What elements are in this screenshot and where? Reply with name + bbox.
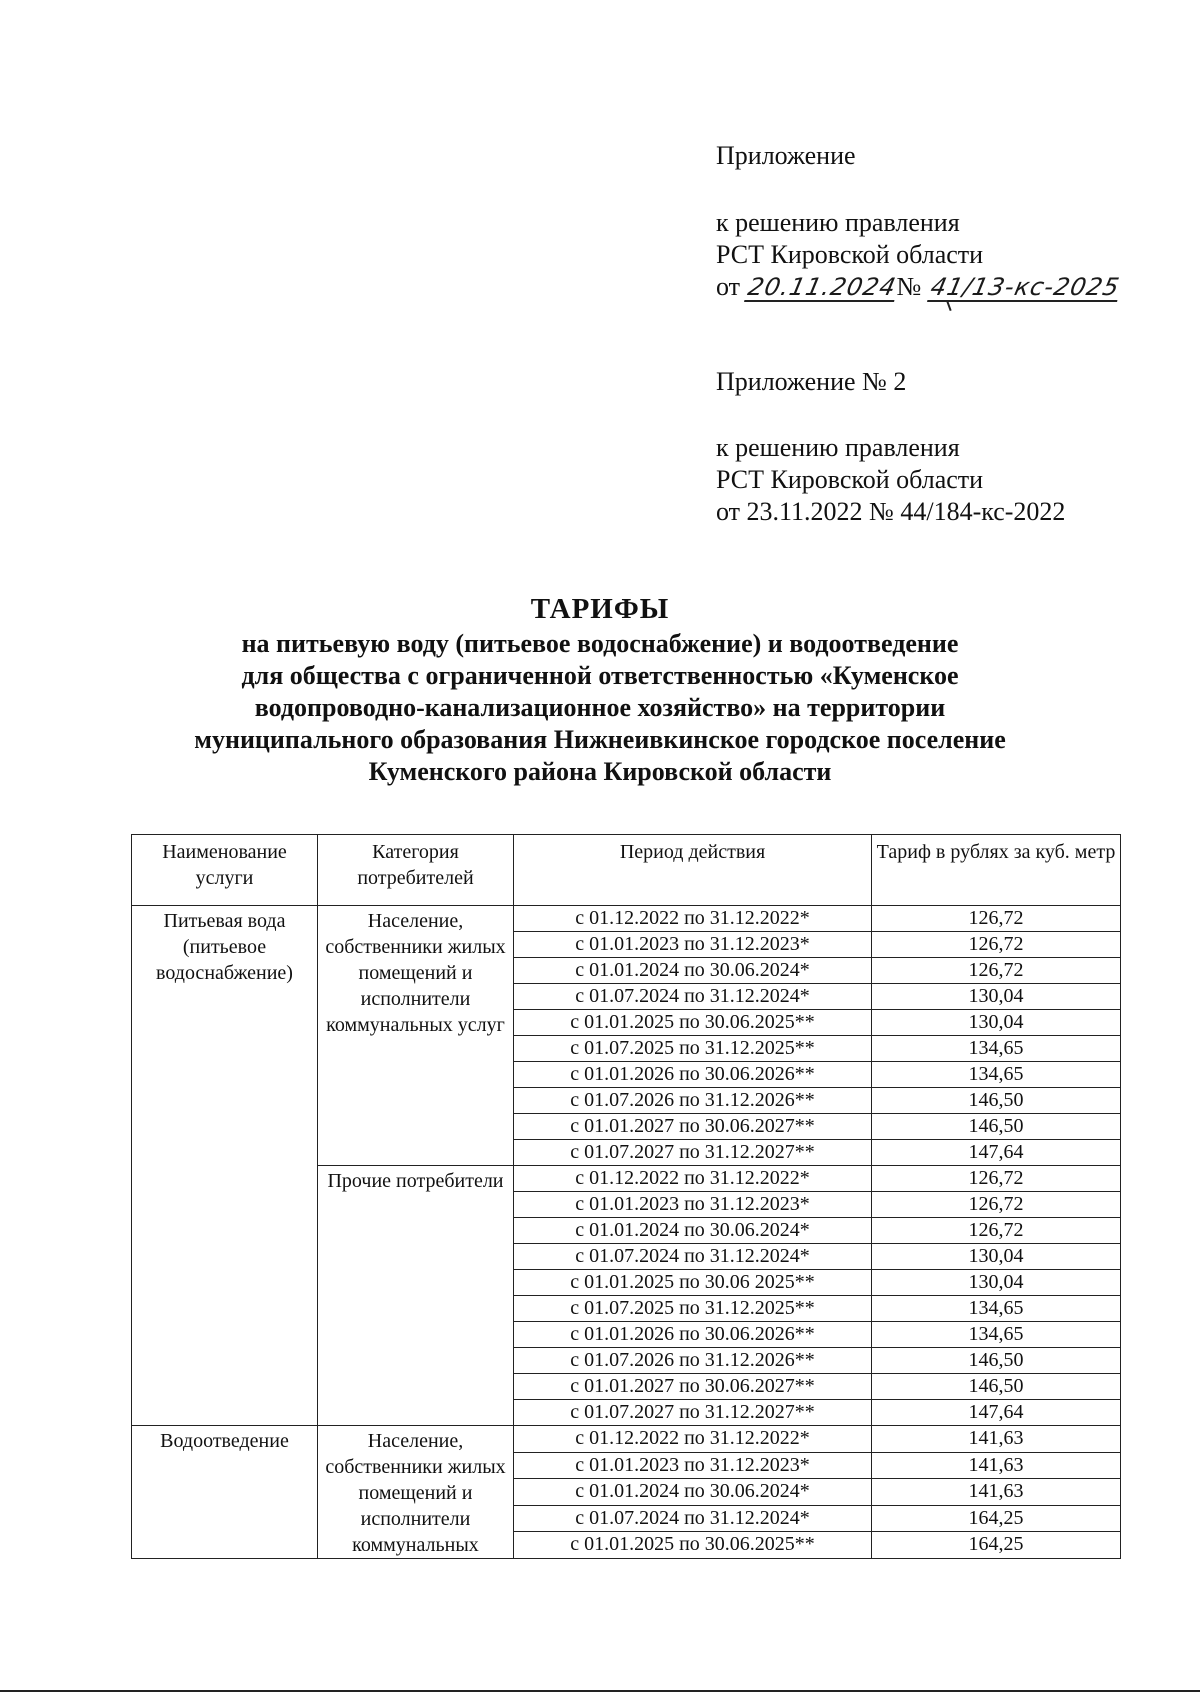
appendix-line-1: к решению правления <box>716 208 960 237</box>
header-service: Наименование услуги <box>132 835 318 906</box>
appendix2-line-2: РСТ Кировской области <box>716 465 984 494</box>
number-sign: № <box>896 272 922 301</box>
header-category: Категория потребителей <box>318 835 514 906</box>
tariff-cell: 134,65 <box>872 1322 1121 1348</box>
tariff-cell: 147,64 <box>872 1400 1121 1426</box>
appendix2-title: Приложение № 2 <box>716 367 907 396</box>
tariff-cell: 146,50 <box>872 1348 1121 1374</box>
handwritten-date: 20.11.2024 <box>745 273 899 301</box>
period-cell: с 01.07.2024 по 31.12.2024* <box>514 1244 872 1270</box>
tariff-cell: 141,63 <box>872 1479 1121 1506</box>
heading-line-1: на питьевую воду (питьевое водоснабжение) и водоотведение <box>241 629 959 658</box>
handwriting-tick <box>946 301 951 311</box>
period-cell: с 01.07.2024 по 31.12.2024* <box>514 984 872 1010</box>
document-heading <box>120 590 1080 788</box>
period-cell: с 01.01.2023 по 31.12.2023* <box>514 1452 872 1479</box>
heading-line-3: водопроводно-канализационное хозяйство» на территории <box>254 693 946 722</box>
period-cell: с 01.01.2026 по 30.06.2026** <box>514 1062 872 1088</box>
category-cell-population-sewage: Население, собственники жилых помещений и исполнители коммунальных <box>318 1426 514 1559</box>
period-cell: с 01.01.2024 по 30.06.2024* <box>514 958 872 984</box>
appendix2-reference <box>716 432 1065 528</box>
header-period: Период действия <box>514 835 872 906</box>
tariff-cell: 126,72 <box>872 932 1121 958</box>
tariff-cell: 146,50 <box>872 1374 1121 1400</box>
table-body <box>132 906 1121 1559</box>
period-cell: с 01.01.2026 по 30.06.2026** <box>514 1322 872 1348</box>
tariff-cell: 146,50 <box>872 1114 1121 1140</box>
appendix2-line-1: к решению правления <box>716 433 960 462</box>
appendix-title: Приложение <box>716 141 856 170</box>
tariff-cell: 126,72 <box>872 906 1121 932</box>
heading-line-2: для общества с ограниченной ответственностью «Куменское <box>241 661 959 690</box>
period-cell: с 01.07.2026 по 31.12.2026** <box>514 1348 872 1374</box>
table-row <box>132 906 1121 932</box>
tariff-cell: 126,72 <box>872 958 1121 984</box>
tariff-cell: 134,65 <box>872 1036 1121 1062</box>
period-cell: с 01.01.2027 по 30.06.2027** <box>514 1374 872 1400</box>
period-cell: с 01.01.2023 по 31.12.2023* <box>514 1192 872 1218</box>
period-cell: с 01.07.2025 по 31.12.2025** <box>514 1296 872 1322</box>
tariff-cell: 126,72 <box>872 1166 1121 1192</box>
appendix-reference <box>716 207 1123 303</box>
tariff-cell: 147,64 <box>872 1140 1121 1166</box>
period-cell: с 01.01.2027 по 30.06.2027** <box>514 1114 872 1140</box>
tariff-cell: 141,63 <box>872 1426 1121 1453</box>
period-cell: с 01.01.2023 по 31.12.2023* <box>514 932 872 958</box>
period-cell: с 01.01.2024 по 30.06.2024* <box>514 1479 872 1506</box>
tariff-table <box>131 834 1121 1559</box>
period-cell: с 01.07.2025 по 31.12.2025** <box>514 1036 872 1062</box>
appendix2-line-3: от 23.11.2022 № 44/184-кс-2022 <box>716 497 1066 526</box>
heading-line-4: муниципального образования Нижнеивкинское городское поселение <box>194 725 1006 754</box>
appendix2-header <box>716 366 906 398</box>
service-cell-water: Питьевая вода (питьевое водоснабжение) <box>132 906 318 1426</box>
tariff-cell: 130,04 <box>872 984 1121 1010</box>
page-bottom-rule <box>0 1690 1200 1692</box>
table-row <box>132 1426 1121 1453</box>
appendix-header <box>716 140 856 172</box>
handwritten-number: 41/13-кс-2025 <box>927 273 1123 301</box>
heading-line-5: Куменского района Кировской области <box>368 757 832 786</box>
tariff-cell: 164,25 <box>872 1532 1121 1559</box>
tariff-cell: 146,50 <box>872 1088 1121 1114</box>
period-cell: с 01.07.2024 по 31.12.2024* <box>514 1505 872 1532</box>
period-cell: с 01.12.2022 по 31.12.2022* <box>514 1166 872 1192</box>
category-cell-other: Прочие потребители <box>318 1166 514 1426</box>
document-title: ТАРИФЫ <box>530 593 670 625</box>
tariff-cell: 164,25 <box>872 1505 1121 1532</box>
period-cell: с 01.01.2025 по 30.06 2025** <box>514 1270 872 1296</box>
category-cell-population: Население, собственники жилых помещений и исполнители коммунальных услуг <box>318 906 514 1166</box>
tariff-cell: 130,04 <box>872 1010 1121 1036</box>
period-cell: с 01.12.2022 по 31.12.2022* <box>514 906 872 932</box>
period-cell: с 01.07.2026 по 31.12.2026** <box>514 1088 872 1114</box>
period-cell: с 01.01.2024 по 30.06.2024* <box>514 1218 872 1244</box>
tariff-cell: 126,72 <box>872 1192 1121 1218</box>
header-tariff: Тариф в рублях за куб. метр <box>872 835 1121 906</box>
appendix-date-line <box>716 271 1123 303</box>
tariff-cell: 134,65 <box>872 1296 1121 1322</box>
period-cell: с 01.07.2027 по 31.12.2027** <box>514 1140 872 1166</box>
service-cell-sewage: Водоотведение <box>132 1426 318 1559</box>
tariff-cell: 141,63 <box>872 1452 1121 1479</box>
tariff-cell: 134,65 <box>872 1062 1121 1088</box>
appendix-line-2: РСТ Кировской области <box>716 240 984 269</box>
tariff-cell: 126,72 <box>872 1218 1121 1244</box>
tariff-cell: 130,04 <box>872 1244 1121 1270</box>
tariff-cell: 130,04 <box>872 1270 1121 1296</box>
table-header-row <box>132 835 1121 906</box>
period-cell: с 01.01.2025 по 30.06.2025** <box>514 1010 872 1036</box>
from-label: от <box>716 272 741 301</box>
period-cell: с 01.01.2025 по 30.06.2025** <box>514 1532 872 1559</box>
period-cell: с 01.07.2027 по 31.12.2027** <box>514 1400 872 1426</box>
period-cell: с 01.12.2022 по 31.12.2022* <box>514 1426 872 1453</box>
